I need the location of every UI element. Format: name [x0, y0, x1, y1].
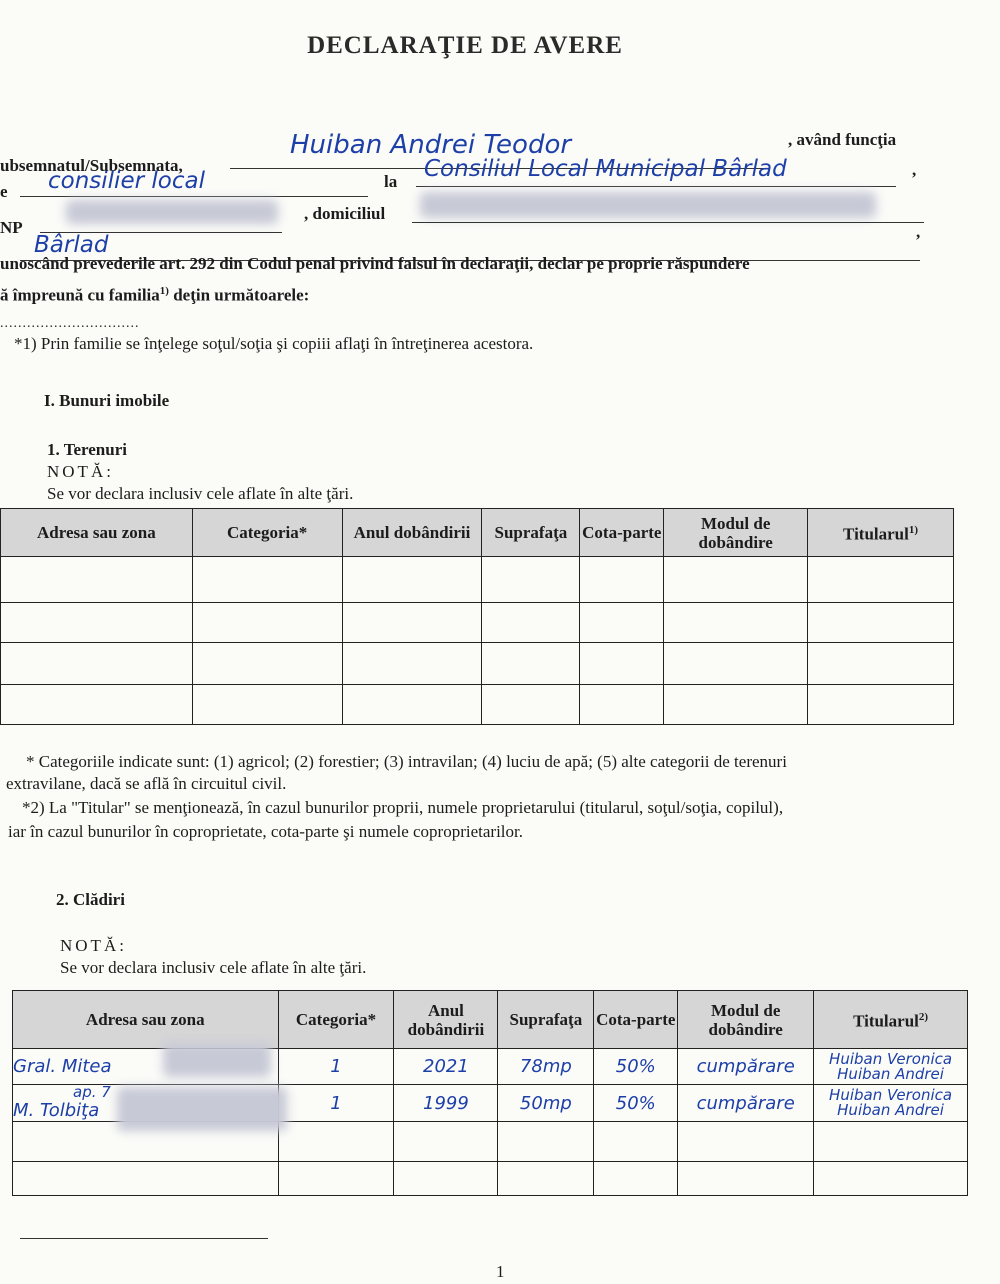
header-modul: Modul de dobândire — [664, 509, 808, 557]
de-label: e — [0, 182, 8, 201]
page-number: 1 — [496, 1262, 505, 1281]
header-adresa: Adresa sau zona — [1, 509, 193, 557]
cell-titular: Huiban Veronica Huiban Andrei — [814, 1085, 968, 1122]
cnp-label: NP — [0, 218, 23, 237]
cell-cota: 50% — [594, 1049, 678, 1085]
header-suprafata: Suprafaţa — [482, 509, 580, 557]
cell-adresa: Gral. Mitea — [13, 1056, 112, 1077]
section-bunuri-imobile-title: I. Bunuri imobile — [44, 391, 170, 410]
table-row — [1, 685, 954, 725]
terenuri-table — [0, 508, 954, 725]
institutia-handwritten: Consiliul Local Municipal Bârlad — [424, 156, 787, 182]
cladiri-subtitle: 2. Clădiri — [56, 890, 125, 909]
nota-text-1: Se vor declara inclusiv cele aflate în alte ţări. — [47, 484, 354, 503]
avand-functia-label: , având funcţia — [788, 130, 897, 149]
cell-anul: 1999 — [394, 1085, 498, 1122]
header-anul: Anul dobândirii — [342, 509, 482, 557]
subsemnatul-label: ubsemnatul/Subsemnata, — [0, 156, 183, 175]
table-row — [1, 557, 954, 603]
note-categories-2: extravilane, dacă se află în circuitul civil. — [6, 774, 287, 793]
cell-modul: cumpărare — [678, 1085, 814, 1122]
header-categoria: Categoria* — [192, 509, 342, 557]
dots-separator: ............................... — [0, 316, 140, 331]
header-cota: Cota-parte — [580, 509, 664, 557]
nota-label-1: NOTĂ: — [47, 462, 114, 481]
table-row — [13, 1049, 968, 1085]
note-titular-1: *2) La "Titular" se menţionează, în cazul bunurilor proprii, numele proprietarului (titularul, soţul/soţia, copilul), — [22, 798, 784, 817]
cell-suprafata: 78mp — [498, 1049, 594, 1085]
table-row — [13, 1085, 968, 1122]
header-modul: Modul de dobândire — [678, 991, 814, 1049]
table-row — [13, 1162, 968, 1196]
functia-handwritten: consilier local — [48, 168, 205, 194]
footnote-family: *1) Prin familie se înţelege soţul/soţia şi copiii aflaţi în întreţinerea acestora. — [14, 334, 534, 353]
cell-cota: 50% — [594, 1085, 678, 1122]
header-titular: Titularul$^{2)}$ — [814, 991, 968, 1049]
redacted-cell — [117, 1087, 287, 1131]
note-categories-1: * Categoriile indicate sunt: (1) agricol; (2) forestier; (3) intravilan; (4) luciu de apă; (5) alte categorii de terenuri — [26, 752, 787, 771]
nota-text-2: Se vor declara inclusiv cele aflate în alte ţări. — [60, 958, 367, 977]
cell-categoria: 1 — [278, 1049, 394, 1085]
cell-titular: Huiban Veronica Huiban Andrei — [814, 1049, 968, 1085]
document-title: DECLARAŢIE DE AVERE — [307, 32, 623, 59]
terenuri-subtitle: 1. Terenuri — [47, 440, 127, 459]
cell-adresa-line1: ap. 7 — [73, 1083, 111, 1101]
nota-label-2: NOTĂ: — [60, 936, 127, 955]
cell-suprafata: 50mp — [498, 1085, 594, 1122]
domiciliul-label: , domiciliul — [304, 204, 386, 223]
cell-adresa: M. Tolbiţa — [13, 1100, 100, 1121]
comma: , — [912, 160, 917, 179]
header-titular: Titularul$^{1)}$ — [808, 509, 954, 557]
declaration-line-2: ă împreună cu familia$^{1)}$ deţin următoarele: — [0, 285, 310, 305]
header-suprafata: Suprafaţa — [498, 991, 594, 1049]
cell-modul: cumpărare — [678, 1049, 814, 1085]
name-handwritten: Huiban Andrei Teodor — [290, 130, 572, 160]
localitate-handwritten: Bârlad — [34, 232, 109, 258]
cell-categoria: 1 — [278, 1085, 394, 1122]
table-row — [1, 603, 954, 643]
table-row — [1, 643, 954, 685]
redacted-cell — [163, 1043, 271, 1077]
cladiri-table — [12, 990, 968, 1196]
note-titular-2: iar în cazul bunurilor în coproprietate, cota-parte şi numele coproprietarilor. — [8, 822, 523, 841]
redacted-address — [420, 192, 876, 218]
declaration-line-1: unoscând prevederile art. 292 din Codul penal privind falsul în declaraţii, declar pe proprie răspundere — [0, 254, 750, 273]
redacted-cnp — [66, 200, 278, 224]
comma-2: , — [916, 222, 921, 241]
cell-anul: 2021 — [394, 1049, 498, 1085]
la-label: la — [384, 172, 398, 191]
header-anul: Anul dobândirii — [394, 991, 498, 1049]
header-categoria: Categoria* — [278, 991, 394, 1049]
header-cota: Cota-parte — [594, 991, 678, 1049]
header-adresa: Adresa sau zona — [13, 991, 279, 1049]
